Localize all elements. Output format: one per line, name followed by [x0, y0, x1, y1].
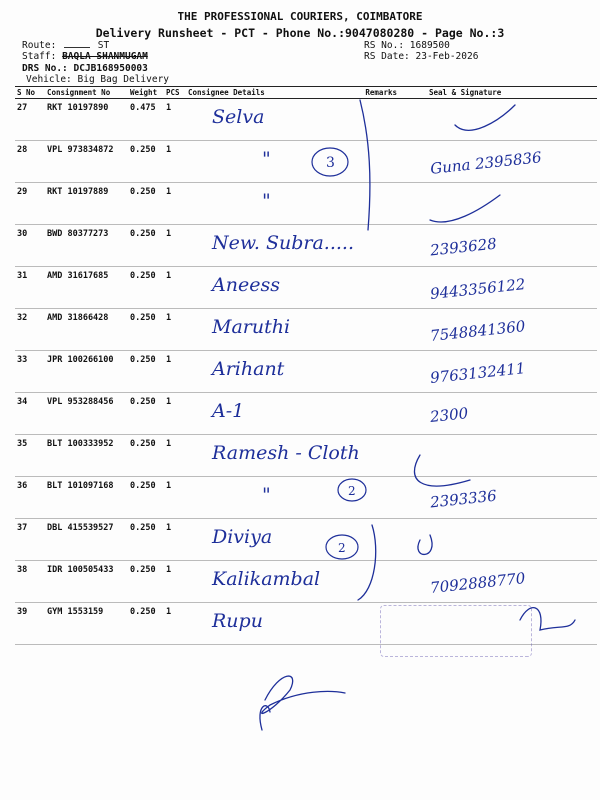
cell-pcs: 1	[164, 477, 186, 519]
cell-sno: 37	[15, 519, 45, 561]
cell-consignment: BLT 100333952	[45, 435, 128, 477]
tick-mark-1	[455, 105, 515, 130]
cell-consignment: BWD 80377273	[45, 225, 128, 267]
cell-consignment: AMD 31866428	[45, 309, 128, 351]
cell-consignment: GYM 1553159	[45, 603, 128, 645]
cell-pcs: 1	[164, 267, 186, 309]
cell-consignment: RKT 10197890	[45, 99, 128, 141]
cell-pcs: 1	[164, 183, 186, 225]
handwritten-consignee: "	[262, 484, 271, 506]
cell-consignment: BLT 101097168	[45, 477, 128, 519]
cell-pcs: 1	[164, 309, 186, 351]
cell-sno: 36	[15, 477, 45, 519]
staff-label: Staff:	[22, 51, 57, 62]
cell-pcs: 1	[164, 351, 186, 393]
seal-stamp	[380, 605, 532, 657]
handwritten-consignee: Diviya	[212, 526, 273, 548]
remarks-bracket-stroke	[358, 525, 376, 600]
cell-sno: 30	[15, 225, 45, 267]
cell-consignment: AMD 31617685	[45, 267, 128, 309]
circled-count-28: 3	[326, 155, 335, 171]
col-sno: S No	[15, 87, 45, 99]
signature-scribble-35	[414, 455, 470, 486]
cell-weight: 0.250	[128, 519, 164, 561]
remarks-margin-stroke	[360, 100, 370, 230]
handwritten-consignee: Ramesh - Cloth	[212, 442, 360, 464]
handwritten-signature: 7548841360	[429, 317, 527, 345]
cell-weight: 0.250	[128, 267, 164, 309]
handwritten-signature: 9763132411	[429, 359, 527, 387]
col-remarks: Remarks	[341, 87, 399, 99]
col-signature: Seal & Signature	[399, 87, 597, 99]
handwritten-signature: 2393628	[429, 234, 498, 260]
cell-sno: 29	[15, 183, 45, 225]
tick-mark-2	[430, 195, 500, 222]
handwritten-signature: Guna 2395836	[429, 148, 543, 178]
col-weight: Weight	[128, 87, 164, 99]
circled-count-36: 2	[348, 484, 356, 498]
cell-sno: 31	[15, 267, 45, 309]
cell-weight: 0.250	[128, 393, 164, 435]
cell-pcs: 1	[164, 435, 186, 477]
route-value: ST	[97, 40, 110, 51]
handwritten-signature: 2393336	[429, 486, 498, 512]
runsheet-title: Delivery Runsheet - PCT - Phone No.:9047080280 - Page No.:3	[95, 26, 505, 40]
vehicle-value: Big Bag Delivery	[77, 74, 170, 85]
drs-value: DCJB168950003	[73, 63, 148, 74]
vehicle-label: Vehicle:	[26, 74, 72, 85]
cell-pcs: 1	[164, 393, 186, 435]
company-title: THE PROFESSIONAL COURIERS, COIMBATORE	[177, 10, 423, 23]
cell-sno: 38	[15, 561, 45, 603]
cell-pcs: 1	[164, 519, 186, 561]
cell-weight: 0.250	[128, 435, 164, 477]
cell-weight: 0.250	[128, 351, 164, 393]
handwritten-consignee: Maruthi	[212, 316, 291, 338]
footer-signature	[262, 676, 345, 713]
handwritten-consignee: Rupu	[212, 610, 263, 632]
cell-consignment: RKT 10197889	[45, 183, 128, 225]
cell-weight: 0.250	[128, 603, 164, 645]
cell-weight: 0.250	[128, 309, 164, 351]
staff-value: BAQLA SHANMUGAM	[62, 51, 148, 62]
cell-pcs: 1	[164, 603, 186, 645]
rs-no-label: RS No.:	[364, 40, 405, 51]
cell-pcs: 1	[164, 99, 186, 141]
cell-pcs: 1	[164, 141, 186, 183]
rs-no-value: 1689500	[409, 40, 450, 51]
cell-pcs: 1	[164, 225, 186, 267]
cell-weight: 0.250	[128, 561, 164, 603]
cell-sno: 33	[15, 351, 45, 393]
signature-scribble-37	[418, 535, 432, 554]
cell-sno: 27	[15, 99, 45, 141]
cell-sno: 35	[15, 435, 45, 477]
handwritten-consignee: Arihant	[212, 358, 285, 380]
handwritten-consignee: "	[262, 148, 271, 170]
cell-weight: 0.250	[128, 225, 164, 267]
route-label: Route:	[22, 40, 57, 51]
cell-consignment: VPL 973834872	[45, 141, 128, 183]
col-pcs: PCS	[164, 87, 186, 99]
cell-weight: 0.250	[128, 477, 164, 519]
drs-label: DRS No.:	[22, 63, 68, 74]
cell-consignment: DBL 415539527	[45, 519, 128, 561]
col-consignment: Consignment No	[45, 87, 128, 99]
cell-pcs: 1	[164, 561, 186, 603]
rs-date-label: RS Date:	[364, 51, 410, 62]
cell-sno: 34	[15, 393, 45, 435]
rs-date-value: 23-Feb-2026	[415, 51, 479, 62]
cell-consignment: VPL 953288456	[45, 393, 128, 435]
cell-consignment: IDR 100505433	[45, 561, 128, 603]
cell-weight: 0.250	[128, 183, 164, 225]
handwritten-consignee: A-1	[212, 400, 245, 422]
handwritten-signature: 2300	[429, 404, 470, 426]
cell-weight: 0.475	[128, 99, 164, 141]
handwritten-consignee: Aneess	[212, 274, 280, 296]
cell-sno: 28	[15, 141, 45, 183]
cell-sno: 39	[15, 603, 45, 645]
handwritten-signature: 9443356122	[429, 275, 527, 303]
handwritten-consignee: New. Subra.....	[212, 232, 354, 254]
circled-count-37: 2	[338, 541, 346, 555]
col-consignee: Consignee Details	[186, 87, 341, 99]
cell-weight: 0.250	[128, 141, 164, 183]
cell-sno: 32	[15, 309, 45, 351]
handwritten-signature: 7092888770	[429, 569, 527, 597]
handwritten-consignee: "	[262, 190, 271, 212]
cell-consignment: JPR 100266100	[45, 351, 128, 393]
handwritten-consignee: Kalikambal	[212, 568, 321, 590]
handwritten-consignee: Selva	[212, 106, 265, 128]
